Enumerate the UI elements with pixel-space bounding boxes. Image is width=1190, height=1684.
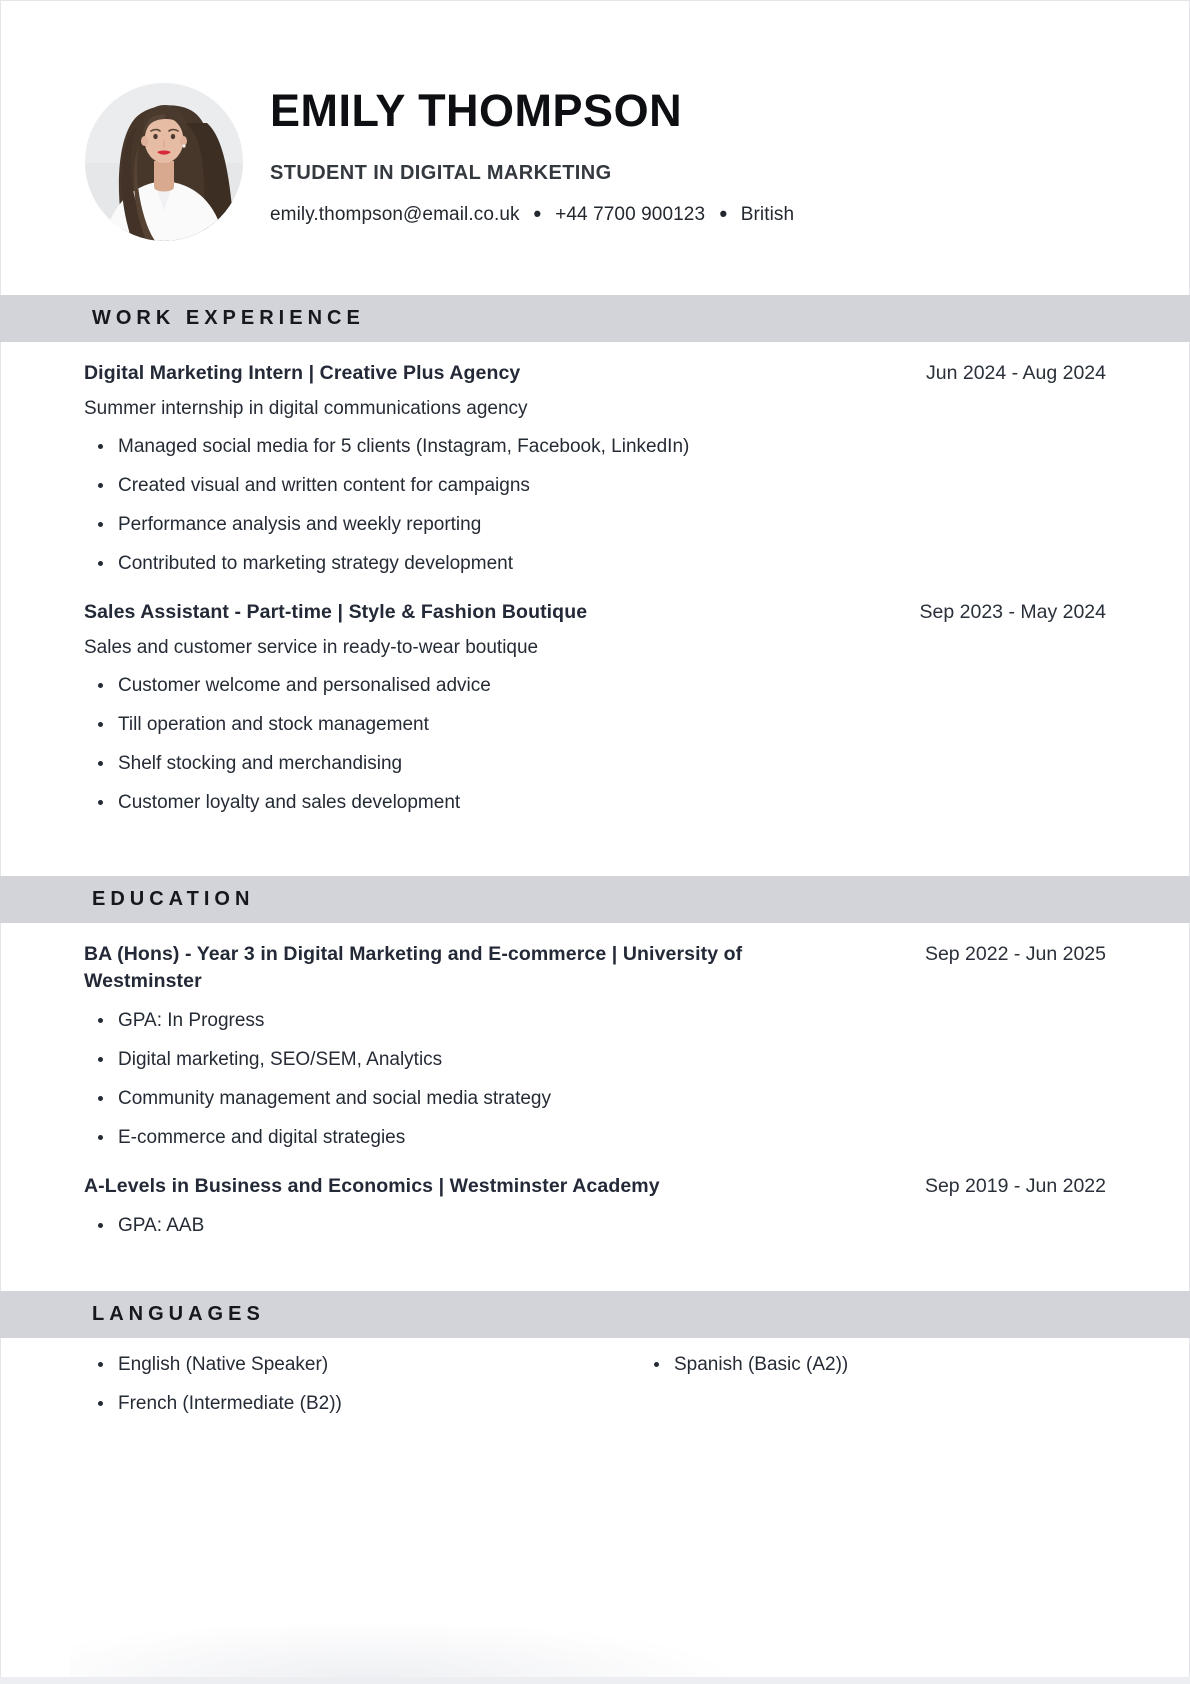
bullet-item: GPA: AAB	[84, 1215, 1106, 1237]
section-title-work: WORK EXPERIENCE	[92, 307, 365, 329]
section-title-languages: LANGUAGES	[92, 1303, 265, 1325]
job-dates: Sep 2023 - May 2024	[919, 601, 1106, 623]
section-languages	[0, 1291, 1190, 1432]
section-title-education: EDUCATION	[92, 888, 255, 910]
job-bullet-list	[84, 675, 1106, 814]
section-band	[0, 876, 1190, 923]
contact-nationality: British	[740, 204, 795, 225]
job-bullet-list	[84, 436, 1106, 575]
degree-dates: Sep 2022 - Jun 2025	[924, 943, 1106, 965]
bullet-item: Shelf stocking and merchandising	[84, 753, 1106, 775]
bullet-item: Community management and social media strategy	[84, 1088, 1106, 1110]
job-summary: Summer internship in digital communications agency	[84, 398, 528, 419]
person-role: STUDENT IN DIGITAL MARKETING	[270, 162, 612, 184]
degree-title: A-Levels in Business and Economics | Westminster Academy	[84, 1175, 660, 1197]
degree-bullet-list	[84, 1010, 1106, 1149]
contact-line	[270, 204, 1130, 226]
contact-email: emily.thompson@email.co.uk	[270, 204, 520, 225]
profile-photo	[85, 83, 243, 241]
work-entry	[84, 360, 1106, 575]
bullet-item: Performance analysis and weekly reporting	[84, 514, 1106, 536]
language-item: English (Native Speaker)	[84, 1354, 640, 1376]
entry-head	[84, 1173, 1106, 1200]
bullet-item: Customer loyalty and sales development	[84, 792, 1106, 814]
bullet-item: Contributed to marketing strategy development	[84, 553, 1106, 575]
language-item: French (Intermediate (B2))	[84, 1393, 640, 1415]
job-summary: Sales and customer service in ready-to-wear boutique	[84, 637, 539, 658]
job-dates: Jun 2024 - Aug 2024	[926, 362, 1106, 384]
bullet-item: Till operation and stock management	[84, 714, 1106, 736]
language-item: Spanish (Basic (A2))	[640, 1354, 1106, 1376]
person-name: EMILY THOMPSON	[270, 85, 683, 136]
bullet-item: GPA: In Progress	[84, 1010, 1106, 1032]
bullet-item: Created visual and written content for campaigns	[84, 475, 1106, 497]
job-title: Digital Marketing Intern | Creative Plus Agency	[84, 362, 521, 384]
page-edge-strip	[0, 1677, 1190, 1684]
education-entry	[84, 941, 1106, 1149]
section-education	[0, 876, 1190, 1237]
entry-head	[84, 941, 1106, 995]
work-entry	[84, 599, 1106, 814]
bullet-item: Managed social media for 5 clients (Instagram, Facebook, LinkedIn)	[84, 436, 1106, 458]
language-list	[0, 1354, 1190, 1432]
header-text	[270, 0, 1130, 226]
contact-separator-dot: •	[719, 202, 727, 227]
education-entry	[84, 1173, 1106, 1237]
degree-dates: Sep 2019 - Jun 2022	[924, 1175, 1106, 1197]
degree-bullet-list	[84, 1215, 1106, 1237]
entry-head	[84, 360, 1106, 387]
bullet-item: Digital marketing, SEO/SEM, Analytics	[84, 1049, 1106, 1071]
contact-phone: +44 7700 900123	[555, 204, 706, 225]
bullet-item: Customer welcome and personalised advice	[84, 675, 1106, 697]
page-bottom-watermark	[70, 1622, 730, 1678]
education-section-body	[0, 941, 1190, 1237]
section-work-experience	[0, 295, 1190, 814]
profile-photo-illustration	[85, 83, 243, 241]
cv-header	[0, 0, 1190, 295]
contact-separator-dot: •	[533, 202, 542, 227]
section-band	[0, 295, 1190, 342]
bullet-item: E-commerce and digital strategies	[84, 1127, 1106, 1149]
job-title: Sales Assistant - Part-time | Style & Fashion Boutique	[84, 601, 588, 623]
work-section-body	[0, 360, 1190, 814]
section-band	[0, 1291, 1190, 1338]
entry-head	[84, 599, 1106, 626]
degree-title: BA (Hons) - Year 3 in Digital Marketing and E-commerce | University of Westminster	[84, 943, 743, 992]
